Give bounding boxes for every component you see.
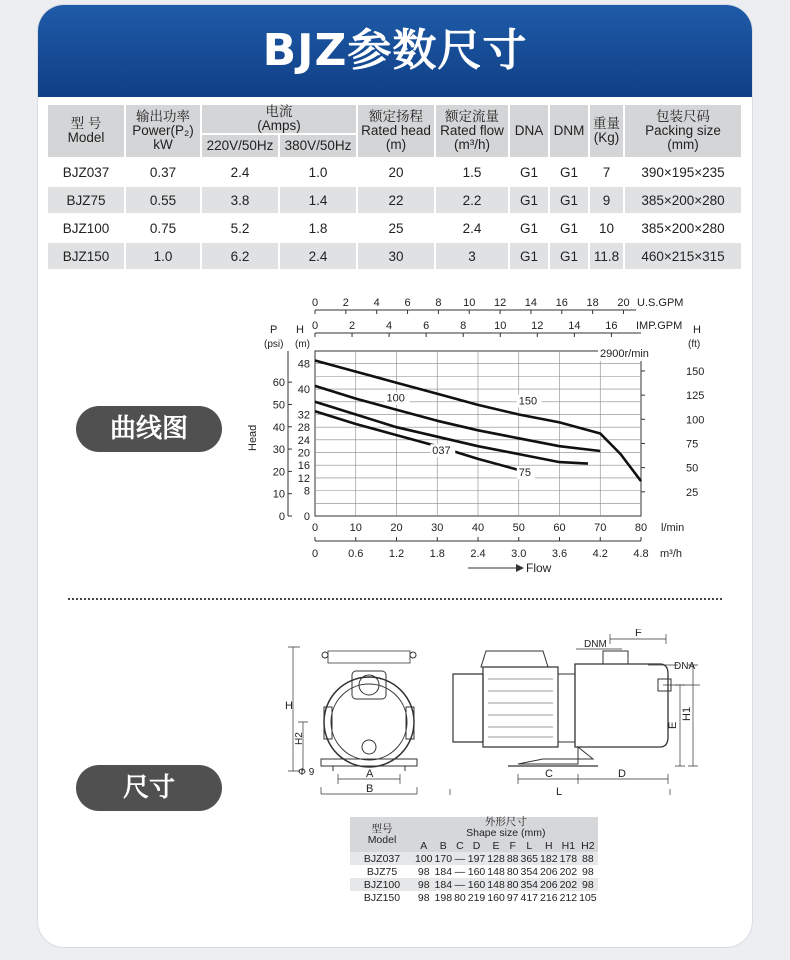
top-usgpm-tick-label: 10	[463, 297, 476, 309]
spec-cell-head: 22	[358, 187, 434, 213]
dim-cell: 198	[434, 891, 453, 904]
right-ft-tick-label: 75	[686, 438, 699, 451]
dim-col-header: D	[467, 839, 487, 852]
top-usgpm-tick-label: 2	[342, 297, 349, 309]
top-impgpm-tick-label: 2	[348, 320, 356, 332]
left-psi-tick-label: 20	[272, 466, 285, 479]
flow-axis-label: Flow	[526, 561, 552, 575]
left-m-tick-label: 12	[297, 472, 310, 485]
dim-cell: 417	[520, 891, 539, 904]
dim-cell: 354	[520, 878, 539, 891]
bottom-lmin-tick-label: 30	[431, 522, 444, 534]
left-psi-tick-label: 10	[272, 488, 285, 501]
dim-cell: 148	[487, 865, 505, 878]
dim-label-dna: DNA	[674, 661, 696, 672]
dim-cell: 148	[487, 878, 505, 891]
dim-cell: 365	[520, 852, 539, 865]
dim-cell: 88	[506, 852, 519, 865]
curve-label-75: 75	[518, 467, 531, 480]
spec-cell-dna: G1	[510, 243, 548, 269]
spec-cell-weight: 10	[598, 220, 615, 236]
top-impgpm-tick-label: 16	[605, 320, 618, 332]
spec-cell-power: 0.55	[126, 187, 200, 213]
curve-label-037: 037	[432, 445, 451, 458]
right-ft-tick-label: 25	[686, 486, 699, 499]
flow-arrow-head	[516, 564, 524, 572]
spec-row	[48, 159, 741, 185]
spec-cell-power: 0.37	[149, 164, 177, 180]
dim-cell: 160	[487, 891, 505, 904]
left-m-tick-label: 32	[297, 409, 310, 422]
dim-cell: —	[454, 878, 466, 891]
spec-cell-dnm: G1	[550, 187, 588, 213]
spec-cell-pack: 460×215×315	[625, 243, 741, 269]
top-usgpm-tick-label: 6	[404, 297, 411, 309]
bottom-lmin-tick-label: 60	[553, 522, 566, 534]
dim-col-header: B	[434, 839, 454, 852]
left-m-tick-label: 40	[297, 384, 310, 397]
curve-label-150: 150	[518, 395, 538, 408]
dim-label-c: C	[545, 768, 553, 780]
spec-cell-dnm: G1	[559, 164, 578, 180]
spec-table	[46, 103, 743, 271]
dim-cell: 206	[540, 878, 558, 891]
dim-label-dnm: DNM	[584, 639, 607, 650]
top-impgpm-axis-label: IMP.GPM	[636, 320, 683, 332]
left-m-label: H	[296, 324, 304, 336]
dim-row	[350, 852, 598, 865]
pump-dimension-drawing	[38, 629, 752, 795]
speed-label: 2900r/min	[600, 348, 649, 360]
left-m-tick-label: 8	[303, 485, 310, 498]
spec-cell-flow: 2.4	[462, 220, 482, 236]
bottom-m3h-tick-label: 2.4	[470, 548, 486, 560]
dim-label-h2: H2	[294, 732, 305, 745]
dim-cell: 160	[467, 865, 486, 878]
top-usgpm-tick-label: 0	[311, 297, 319, 309]
right-ft-unit: (ft)	[688, 339, 701, 350]
col-220v: 220V/50Hz	[202, 135, 278, 157]
spec-cell-weight: 11.8	[590, 243, 623, 269]
dim-cell-model: BJZ037	[350, 852, 414, 865]
dim-cell-model: BJZ75	[366, 865, 398, 878]
left-psi-tick-label: 60	[272, 377, 285, 390]
dim-label-a: A	[366, 768, 374, 780]
curve-label: 曲线图	[76, 406, 222, 452]
top-usgpm-axis-label: U.S.GPM	[637, 297, 684, 309]
top-usgpm-tick-label: 4	[373, 297, 380, 309]
left-m-tick-label: 16	[297, 460, 310, 473]
dim-label-b: B	[366, 783, 374, 795]
spec-cell-a220: 2.4	[230, 164, 250, 180]
bottom-lmin-tick-label: 80	[634, 522, 648, 534]
right-ft-label: H	[693, 324, 701, 336]
spec-cell-head: 30	[358, 243, 434, 269]
top-impgpm-tick-label: 4	[386, 320, 393, 332]
spec-cell-dna: G1	[510, 187, 548, 213]
spec-cell-power: 1.0	[126, 243, 200, 269]
bottom-lmin-axis-label: l/min	[661, 522, 685, 534]
dim-cell: 97	[506, 891, 519, 904]
top-usgpm-tick-label: 12	[493, 297, 507, 309]
bottom-m3h-tick-label: 4.2	[592, 548, 608, 560]
bottom-m3h-tick-label: 1.2	[388, 548, 405, 560]
performance-chart	[38, 289, 752, 589]
pump-front-view	[321, 651, 417, 771]
spec-cell-dna: G1	[519, 164, 538, 180]
dim-cell: 182	[540, 852, 558, 865]
col-packing: 包装尺码 Packing size (mm)	[625, 105, 741, 157]
spec-cell-pack: 385×200×280	[641, 220, 725, 236]
col-dna: DNA	[510, 105, 548, 157]
dim-cell: —	[454, 852, 466, 865]
col-flow: 额定流量 Rated flow (m³/h)	[436, 105, 508, 157]
spec-cell-a220: 5.2	[230, 220, 250, 236]
dim-cell: 98	[578, 878, 598, 891]
col-power: 输出功率 Power(P₂) kW	[126, 105, 200, 157]
dim-cell-model: BJZ100	[350, 878, 414, 891]
dim-cell: 216	[540, 891, 558, 904]
bottom-m3h-tick-label: 4.8	[633, 548, 649, 560]
left-m-tick-label: 24	[297, 434, 310, 447]
dim-cell: 178	[559, 852, 578, 865]
dimension-table	[350, 817, 598, 904]
col-current: 电流 (Amps)	[202, 105, 356, 133]
dim-cell: 184	[434, 878, 453, 891]
dim-col-header: A	[414, 839, 434, 852]
spec-cell-power: 0.75	[149, 220, 177, 236]
dim-cell: 170	[434, 852, 453, 865]
dim-cell: 80	[454, 891, 466, 904]
top-impgpm-tick-label: 0	[311, 320, 319, 332]
spec-cell-model: BJZ150	[48, 243, 124, 269]
dim-cell: 80	[506, 878, 519, 891]
spec-cell-a220: 6.2	[202, 243, 278, 269]
dim-label-h: H	[285, 700, 293, 712]
left-psi-tick-label: 0	[278, 511, 285, 523]
spec-cell-model: BJZ75	[48, 187, 124, 213]
left-psi-unit: (psi)	[264, 339, 284, 350]
dim-label-h1: H1	[681, 706, 693, 721]
dim-label-d: D	[618, 768, 626, 780]
dim-cell: 98	[417, 891, 430, 904]
top-impgpm-tick-label: 10	[494, 320, 507, 332]
dim-col-header: H1	[559, 839, 579, 852]
right-ft-tick-label: 150	[686, 365, 705, 378]
bottom-m3h-tick-label: 0	[311, 548, 319, 560]
dim-label-f: F	[635, 629, 642, 639]
spec-cell-model: BJZ037	[62, 164, 110, 180]
bottom-lmin-tick-label: 50	[512, 522, 525, 534]
top-usgpm-tick-label: 16	[555, 297, 568, 309]
right-ft-tick-label: 50	[686, 462, 699, 475]
bottom-lmin-tick-label: 20	[390, 522, 403, 534]
curve-037	[315, 411, 519, 470]
spec-cell-weight: 9	[590, 187, 623, 213]
dim-col-header: H2	[578, 839, 598, 852]
left-psi-tick-label: 40	[272, 421, 285, 434]
bottom-m3h-tick-label: 3.6	[551, 548, 568, 560]
y-axis-label: Head	[247, 424, 259, 451]
dim-cell-model: BJZ150	[363, 891, 401, 904]
dim-col-model: 型号 Model	[350, 817, 414, 852]
spec-cell-weight: 7	[602, 164, 611, 180]
bottom-m3h-tick-label: 1.8	[429, 548, 445, 560]
dim-cell: 88	[578, 852, 598, 865]
bottom-m3h-axis-label: m³/h	[660, 548, 682, 560]
dim-cell: 100	[415, 852, 433, 865]
dim-cell: 98	[417, 865, 430, 878]
top-usgpm-tick-label: 20	[617, 297, 630, 309]
spec-cell-flow: 1.5	[462, 164, 482, 180]
left-psi-tick-label: 30	[272, 444, 285, 457]
spec-cell-head: 20	[388, 164, 404, 180]
col-model: 型 号 Model	[48, 105, 124, 157]
spec-card	[38, 5, 752, 947]
dim-cell: 128	[487, 852, 505, 865]
page-title: BJZ参数尺寸	[38, 5, 752, 97]
spec-cell-a380: 2.4	[280, 243, 356, 269]
bottom-lmin-tick-label: 0	[311, 522, 319, 534]
bottom-lmin-tick-label: 10	[349, 522, 362, 534]
left-m-tick-label: 28	[297, 422, 310, 435]
top-impgpm-tick-label: 14	[568, 320, 581, 332]
spec-row	[48, 187, 741, 213]
spec-cell-model: BJZ100	[62, 220, 110, 236]
spec-row	[48, 215, 741, 241]
left-psi-tick-label: 50	[272, 399, 285, 412]
spec-cell-a220: 3.8	[202, 187, 278, 213]
top-usgpm-tick-label: 18	[586, 297, 599, 309]
bottom-lmin-tick-label: 40	[471, 522, 485, 534]
spec-cell-dnm: G1	[550, 243, 588, 269]
dim-cell: 184	[434, 865, 453, 878]
dim-cell: 98	[414, 878, 434, 891]
col-weight: 重量 (Kg)	[590, 105, 623, 157]
col-380v: 380V/50Hz	[280, 135, 356, 157]
dim-col-header: E	[486, 839, 506, 852]
col-head: 额定扬程 Rated head (m)	[358, 105, 434, 157]
spec-cell-pack: 390×195×235	[641, 164, 725, 180]
spec-cell-head: 25	[388, 220, 404, 236]
dim-label-e: E	[667, 721, 679, 729]
spec-cell-a380: 1.8	[308, 220, 328, 236]
spec-cell-pack: 385×200×280	[625, 187, 741, 213]
right-ft-tick-label: 100	[686, 414, 705, 427]
dim-col-title: 外形尺寸 Shape size (mm)	[414, 817, 598, 839]
dim-cell: 212	[559, 891, 578, 904]
dim-row	[350, 891, 598, 904]
spec-cell-flow: 2.2	[436, 187, 508, 213]
top-usgpm-tick-label: 8	[435, 297, 442, 309]
dim-cell: 160	[467, 878, 486, 891]
dim-col-header: F	[506, 839, 520, 852]
bottom-m3h-tick-label: 3.0	[511, 548, 527, 560]
left-m-tick-label: 48	[297, 358, 310, 371]
top-impgpm-tick-label: 12	[531, 320, 544, 332]
bottom-m3h-tick-label: 0.6	[348, 548, 364, 560]
spec-cell-dnm: G1	[559, 220, 578, 236]
dim-cell: 202	[559, 878, 578, 891]
spec-cell-dna: G1	[519, 220, 538, 236]
left-m-unit: (m)	[295, 339, 310, 350]
size-label: 尺寸	[76, 765, 222, 811]
dim-cell: —	[454, 865, 466, 878]
dim-col-header: L	[520, 839, 540, 852]
dim-label-phi9: Φ 9	[298, 767, 315, 778]
curve-label-100: 100	[386, 392, 405, 405]
left-m-tick-label: 20	[297, 447, 310, 460]
spec-cell-flow: 3	[436, 243, 508, 269]
left-psi-label: P	[270, 324, 278, 336]
section-divider	[68, 598, 722, 600]
spec-row	[48, 243, 741, 269]
dim-row	[350, 878, 598, 891]
top-impgpm-tick-label: 8	[460, 320, 467, 332]
bottom-lmin-tick-label: 70	[594, 522, 607, 534]
col-dnm: DNM	[550, 105, 588, 157]
spec-cell-a380: 1.0	[308, 164, 328, 180]
top-impgpm-tick-label: 6	[423, 320, 430, 332]
dim-cell: 197	[467, 852, 486, 865]
top-usgpm-tick-label: 14	[524, 297, 538, 309]
right-ft-tick-label: 125	[686, 390, 705, 403]
left-m-tick-label: 0	[303, 511, 310, 523]
dim-cell: 98	[582, 865, 594, 878]
dim-cell: 206	[540, 865, 558, 878]
dim-cell: 354	[520, 865, 539, 878]
dim-col-header: H	[539, 839, 559, 852]
dim-col-header: C	[453, 839, 467, 852]
dim-row	[350, 865, 598, 878]
dim-cell: 105	[579, 891, 597, 904]
spec-cell-a380: 1.4	[280, 187, 356, 213]
dim-cell: 219	[467, 891, 486, 904]
pump-side-view	[453, 651, 671, 766]
dim-cell: 202	[559, 865, 578, 878]
dim-label-l: L	[556, 786, 563, 795]
dim-cell: 80	[506, 865, 519, 878]
